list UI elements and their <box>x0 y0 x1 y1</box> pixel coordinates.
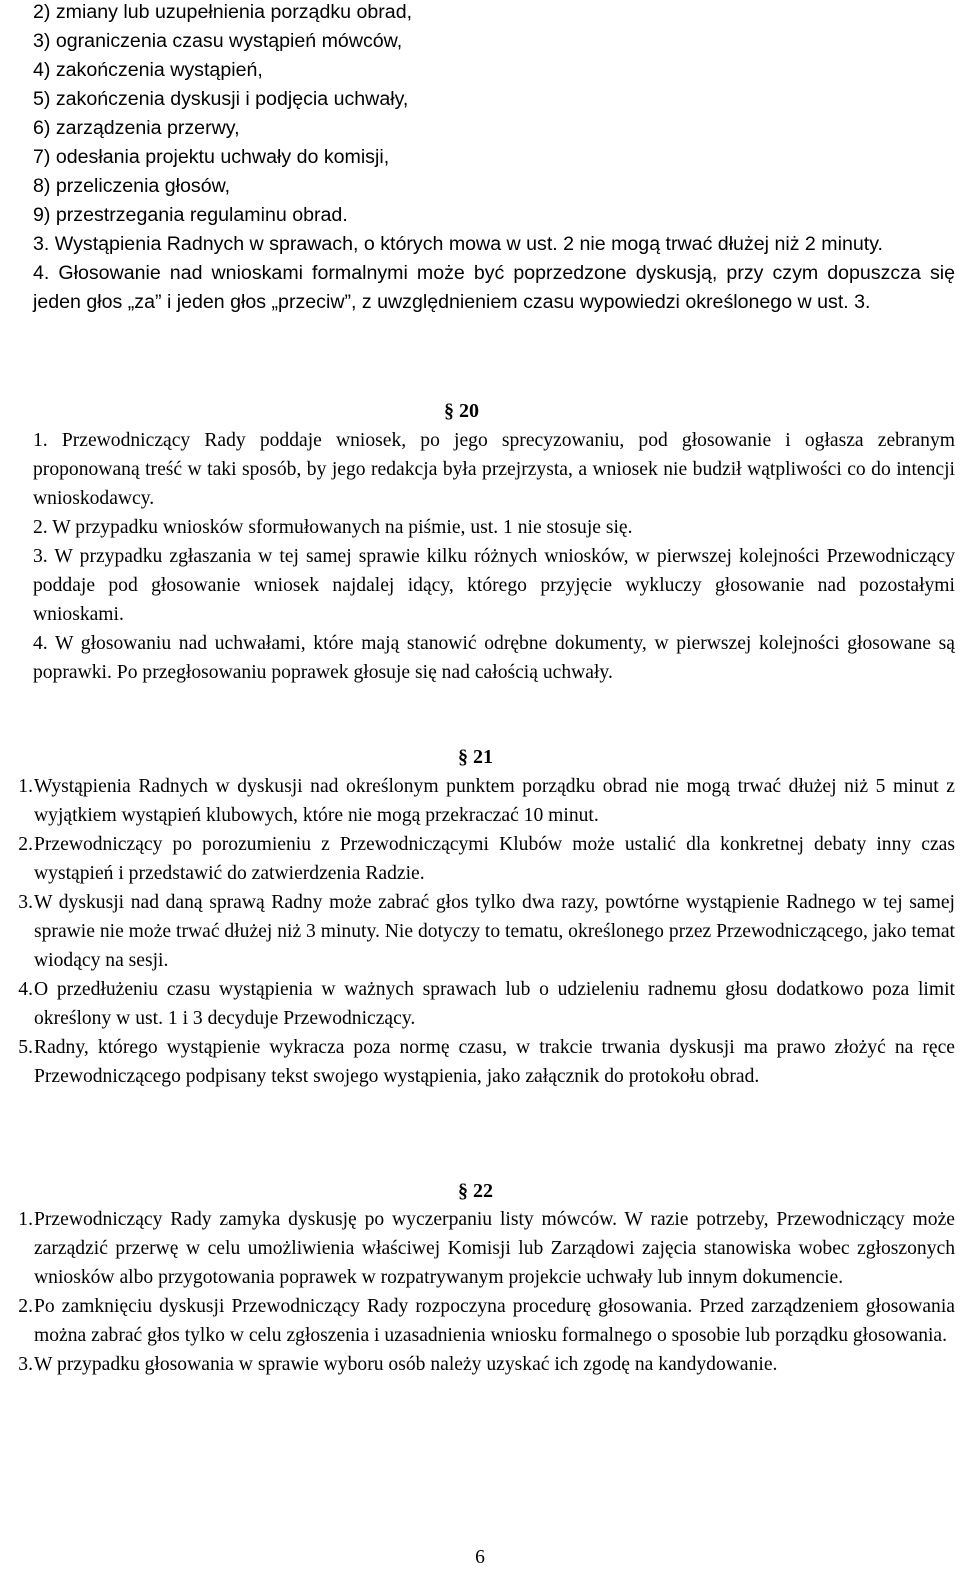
item-text: Przewodniczący po porozumieniu z Przewodniczącymi Klubów może ustalić dla konkretnej debaty inny czas wystąpień i przedstawić do zatwierdzenia Radzie. <box>34 834 955 884</box>
list-item: 5) zakończenia dyskusji i podjęcia uchwały, <box>33 88 409 110</box>
item-text: Wystąpienia Radnych w dyskusji nad określonym punktem porządku obrad nie mogą trwać dłużej niż 5 minut z wyjątkiem wystąpień klubowych, które nie mogą przekraczać 10 minut. <box>34 776 955 826</box>
item-number: 5. <box>18 1037 33 1058</box>
list-item: 2) zmiany lub uzupełnienia porządku obrad, <box>33 1 413 23</box>
section-item: 4. W głosowaniu nad uchwałami, które mają stanowić odrębne dokumenty, w pierwszej kolejności głosowane są poprawki. Po przegłosowaniu poprawek głosuje się nad całością uchwały. <box>33 633 955 683</box>
section-item <box>0 1205 955 1292</box>
paragraph-3: 3. Wystąpienia Radnych w sprawach, o których mowa w ust. 2 nie mogą trwać dłużej niż 2 minuty. <box>33 233 883 255</box>
section-20-body <box>33 426 955 687</box>
section-22-heading: § 22 <box>458 1180 493 1202</box>
item-number: 1. <box>18 776 33 797</box>
item-number: 2. <box>18 1296 33 1317</box>
item-text: W przypadku głosowania w sprawie wyboru osób należy uzyskać ich zgodę na kandydowanie. <box>34 1354 778 1375</box>
formal-motions-list <box>33 0 955 317</box>
section-item <box>0 888 955 975</box>
section-item <box>0 1350 955 1379</box>
section-item <box>0 975 955 1033</box>
list-item: 6) zarządzenia przerwy, <box>33 117 240 139</box>
section-item: 1. Przewodniczący Rady poddaje wniosek, po jego sprecyzowaniu, pod głosowanie i ogłasza zebranym proponowaną treść w taki sposób, by jego redakcja była przejrzysta, a wniosek nie budził wątpliwości co do intencji wnioskodawcy. <box>33 430 955 509</box>
item-text: Radny, którego wystąpienie wykracza poza normę czasu, w trakcie trwania dyskusji ma prawo złożyć na ręce Przewodniczącego podpisany tekst swojego wystąpienia, jako załącznik do protokołu obrad. <box>34 1037 955 1087</box>
list-item: 3) ograniczenia czasu wystąpień mówców, <box>33 30 403 52</box>
section-item: 2. W przypadku wniosków sformułowanych na piśmie, ust. 1 nie stosuje się. <box>33 517 633 538</box>
item-text: W dyskusji nad daną sprawą Radny może zabrać głos tylko dwa razy, powtórne wystąpienie Radnego w tej samej sprawie nie może trwać dłużej niż 3 minuty. Nie dotyczy to tematu, określonego przez Przewodniczącego, jako temat wiodący na sesji. <box>34 892 955 971</box>
section-21-body <box>0 772 955 1091</box>
list-item: 9) przestrzegania regulaminu obrad. <box>33 204 348 226</box>
list-item: 7) odesłania projektu uchwały do komisji, <box>33 146 390 168</box>
section-item <box>0 830 955 888</box>
section-20-heading: § 20 <box>444 400 479 422</box>
section-item <box>0 1033 955 1091</box>
item-text: Przewodniczący Rady zamyka dyskusję po wyczerpaniu listy mówców. W razie potrzeby, Przewodniczący może zarządzić przerwę w celu umożliwienia właściwej Komisji lub Zarządowi zajęcia stanowiska wobec zgłoszonych wniosków albo przygotowania poprawek w rozpatrywanym projekcie uchwały lub innym dokumencie. <box>34 1209 955 1288</box>
section-item: 3. W przypadku zgłaszania w tej samej sprawie kilku różnych wniosków, w pierwszej kolejności Przewodniczący poddaje pod głosowanie wniosek najdalej idący, którego przyjęcie wykluczy głosowanie nad pozostałymi wnioskami. <box>33 546 955 625</box>
section-22-body <box>0 1205 955 1379</box>
item-number: 4. <box>18 979 33 1000</box>
item-text: O przedłużeniu czasu wystąpienia w ważnych sprawach lub o udzieleniu radnemu głosu dodatkowo poza limit określony w ust. 1 i 3 decyduje Przewodniczący. <box>34 979 955 1029</box>
section-item <box>0 772 955 830</box>
section-item <box>0 1292 955 1350</box>
item-number: 3. <box>18 892 33 913</box>
list-item: 8) przeliczenia głosów, <box>33 175 231 197</box>
page-number: 6 <box>475 1547 485 1568</box>
list-item: 4) zakończenia wystąpień, <box>33 59 263 81</box>
item-number: 2. <box>18 834 33 855</box>
section-21-heading: § 21 <box>458 746 493 768</box>
item-number: 1. <box>18 1209 33 1230</box>
item-text: Po zamknięciu dyskusji Przewodniczący Rady rozpoczyna procedurę głosowania. Przed zarządzeniem głosowania można zabrać głos tylko w celu zgłoszenia i uzasadnienia wniosku formalnego o sposobie lub porządku głosowania. <box>34 1296 955 1346</box>
item-number: 3. <box>18 1354 33 1375</box>
paragraph-4: 4. Głosowanie nad wnioskami formalnymi może być poprzedzone dyskusją, przy czym dopuszcza się jeden głos „za” i jeden głos „przeciw”, z uwzględnieniem czasu wypowiedzi określonego w ust. 3. <box>33 262 955 313</box>
